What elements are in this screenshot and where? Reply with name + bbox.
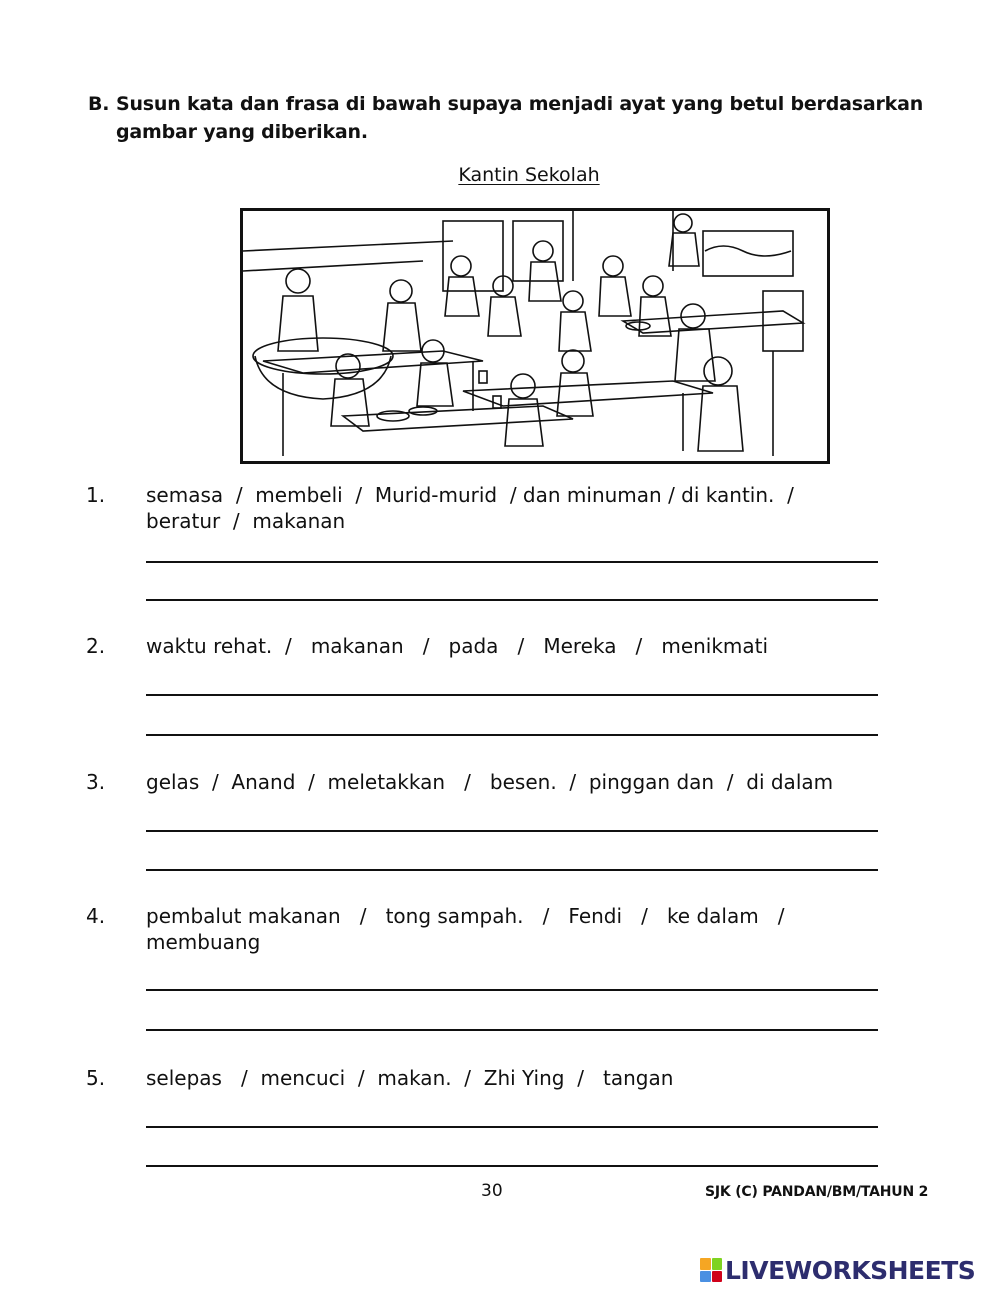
answer-line-2b[interactable] xyxy=(146,734,878,736)
instruction-text: Susun kata dan frasa di bawah supaya menjadi ayat yang betul berdasarkan gambar yang diberikan. xyxy=(116,93,924,143)
question-words: gelas / Anand / meletakkan / besen. / pinggan dan / di dalam xyxy=(146,770,834,794)
question-words: selepas / mencuci / makan. / Zhi Ying / tangan xyxy=(146,1066,674,1090)
question-number: 4. xyxy=(86,904,106,928)
school-code: SJK (C) PANDAN/BM/TAHUN 2 xyxy=(705,1184,929,1200)
answer-line-3a[interactable] xyxy=(146,830,878,832)
brand-name: LIVEWORKSHEETS xyxy=(725,1255,976,1285)
question-number: 2. xyxy=(86,634,106,658)
question-words: semasa / membeli / Murid-murid / dan minuman / di kantin. / beratur / makanan xyxy=(146,483,794,533)
liveworksheets-brand[interactable] xyxy=(700,1254,975,1286)
answer-line-3b[interactable] xyxy=(146,869,878,871)
answer-line-5b[interactable] xyxy=(146,1165,878,1167)
question-words: pembalut makanan / tong sampah. / Fendi / ke dalam / membuang xyxy=(146,904,785,954)
question-number: 5. xyxy=(86,1066,106,1090)
picture-title: Kantin Sekolah xyxy=(458,164,600,186)
answer-line-4b[interactable] xyxy=(146,1029,878,1031)
answer-line-1b[interactable] xyxy=(146,599,878,601)
canteen-illustration xyxy=(240,208,830,464)
liveworksheets-logo-icon xyxy=(700,1258,722,1282)
answer-line-4a[interactable] xyxy=(146,989,878,991)
answer-line-5a[interactable] xyxy=(146,1126,878,1128)
question-number: 1. xyxy=(86,483,106,507)
question-number: 3. xyxy=(86,770,106,794)
answer-line-1a[interactable] xyxy=(146,561,878,563)
answer-line-2a[interactable] xyxy=(146,694,878,696)
question-words: waktu rehat. / makanan / pada / Mereka / menikmati xyxy=(146,634,769,658)
instruction-label: B. xyxy=(88,93,110,115)
school-canteen-illustration xyxy=(243,211,827,461)
page-number: 30 xyxy=(481,1181,503,1201)
